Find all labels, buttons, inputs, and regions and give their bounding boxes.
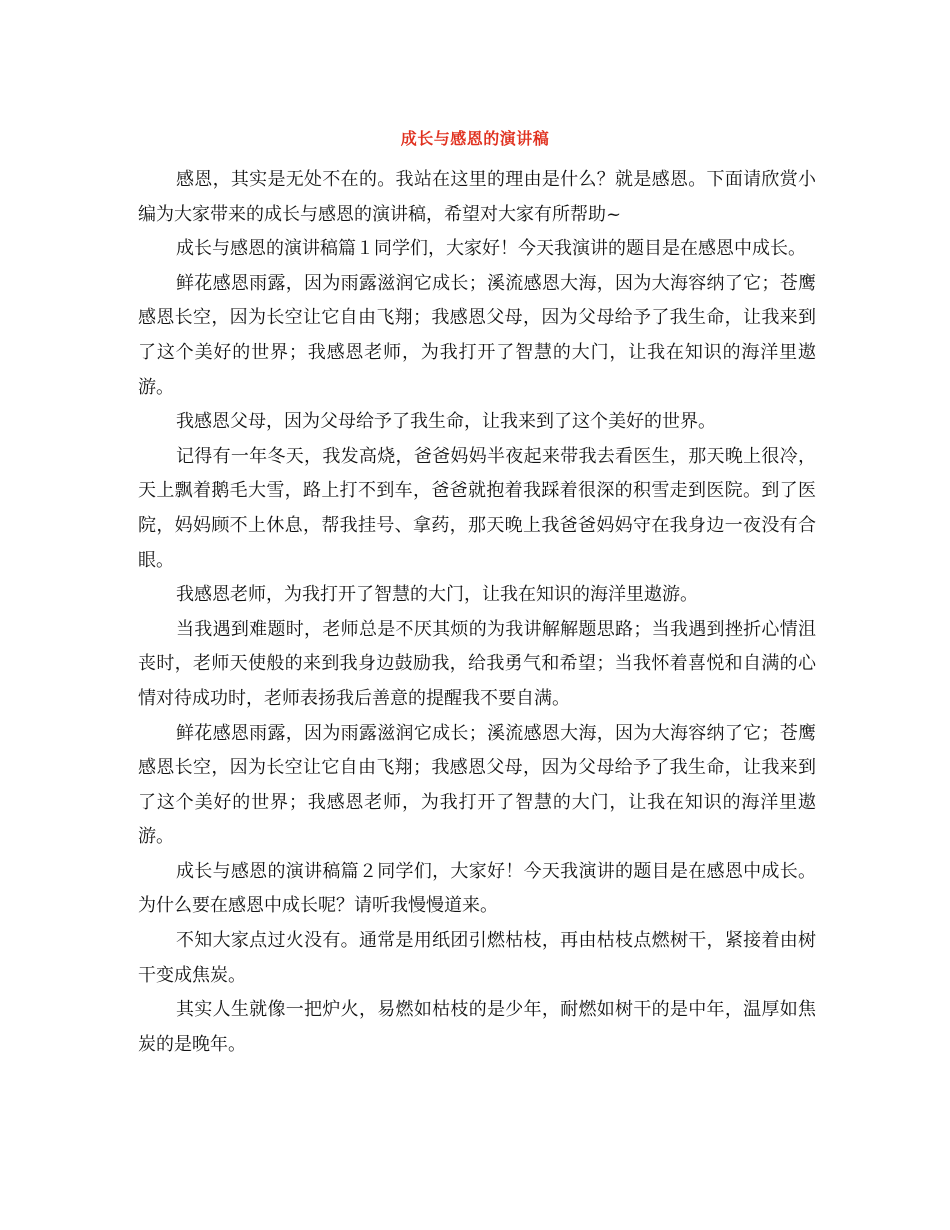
paragraph-winter-story: 记得有一年冬天，我发高烧，爸爸妈妈半夜起来带我去看医生，那天晚上很冷，天上飘着鹅毛大雪，路上打不到车，爸爸就抱着我踩着很深的积雪走到医院。到了医院，妈妈顾不上休息，帮我挂号、拿药，那天晚上我爸爸妈妈守在我身边一夜没有合眼。 <box>138 445 816 571</box>
paragraph-thank-parents: 我感恩父母，因为父母给予了我生命，让我来到了这个美好的世界。 <box>176 411 716 433</box>
paragraph-gratitude-examples-repeat: 鲜花感恩雨露，因为雨露滋润它成长；溪流感恩大海，因为大海容纳了它；苍鹰感恩长空，因为长空让它自由飞翔；我感恩父母，因为父母给予了我生命，让我来到了这个美好的世界；我感恩老师，为我打开了智慧的大门，让我在知识的海洋里遨游。 <box>138 722 816 848</box>
paragraph-thank-teachers: 我感恩老师，为我打开了智慧的大门，让我在知识的海洋里遨游。 <box>176 584 698 606</box>
paragraph-speech-2-opening: 成长与感恩的演讲稿篇２同学们，大家好！今天我演讲的题目是在感恩中成长。为什么要在感恩中成长呢？请听我慢慢道来。 <box>138 860 816 917</box>
paragraph-gratitude-examples: 鲜花感恩雨露，因为雨露滋润它成长；溪流感恩大海，因为大海容纳了它；苍鹰感恩长空，因为长空让它自由飞翔；我感恩父母，因为父母给予了我生命，让我来到了这个美好的世界；我感恩老师，为我打开了智慧的大门，让我在知识的海洋里遨游。 <box>138 272 816 398</box>
document-body <box>138 163 816 1062</box>
paragraph-life-metaphor: 其实人生就像一把炉火，易燃如枯枝的是少年，耐燃如树干的是中年，温厚如焦炭的是晚年。 <box>138 999 816 1055</box>
paragraph-fire-metaphor: 不知大家点过火没有。通常是用纸团引燃枯枝，再由枯枝点燃树干，紧接着由树干变成焦炭。 <box>138 930 816 986</box>
document-title: 成长与感恩的演讲稿 <box>400 129 550 148</box>
paragraph-speech-1-opening: 成长与感恩的演讲稿篇１同学们，大家好！今天我演讲的题目是在感恩中成长。 <box>176 238 806 260</box>
paragraph-teacher-help: 当我遇到难题时，老师总是不厌其烦的为我讲解解题思路；当我遇到挫折心情沮丧时，老师天使般的来到我身边鼓励我，给我勇气和希望；当我怀着喜悦和自满的心情对待成功时，老师表扬我后善意的提醒我不要自满。 <box>138 618 816 709</box>
paragraph-intro: 感恩，其实是无处不在的。我站在这里的理由是什么？就是感恩。下面请欣赏小编为大家带来的成长与感恩的演讲稿，希望对大家有所帮助~ <box>138 169 816 225</box>
